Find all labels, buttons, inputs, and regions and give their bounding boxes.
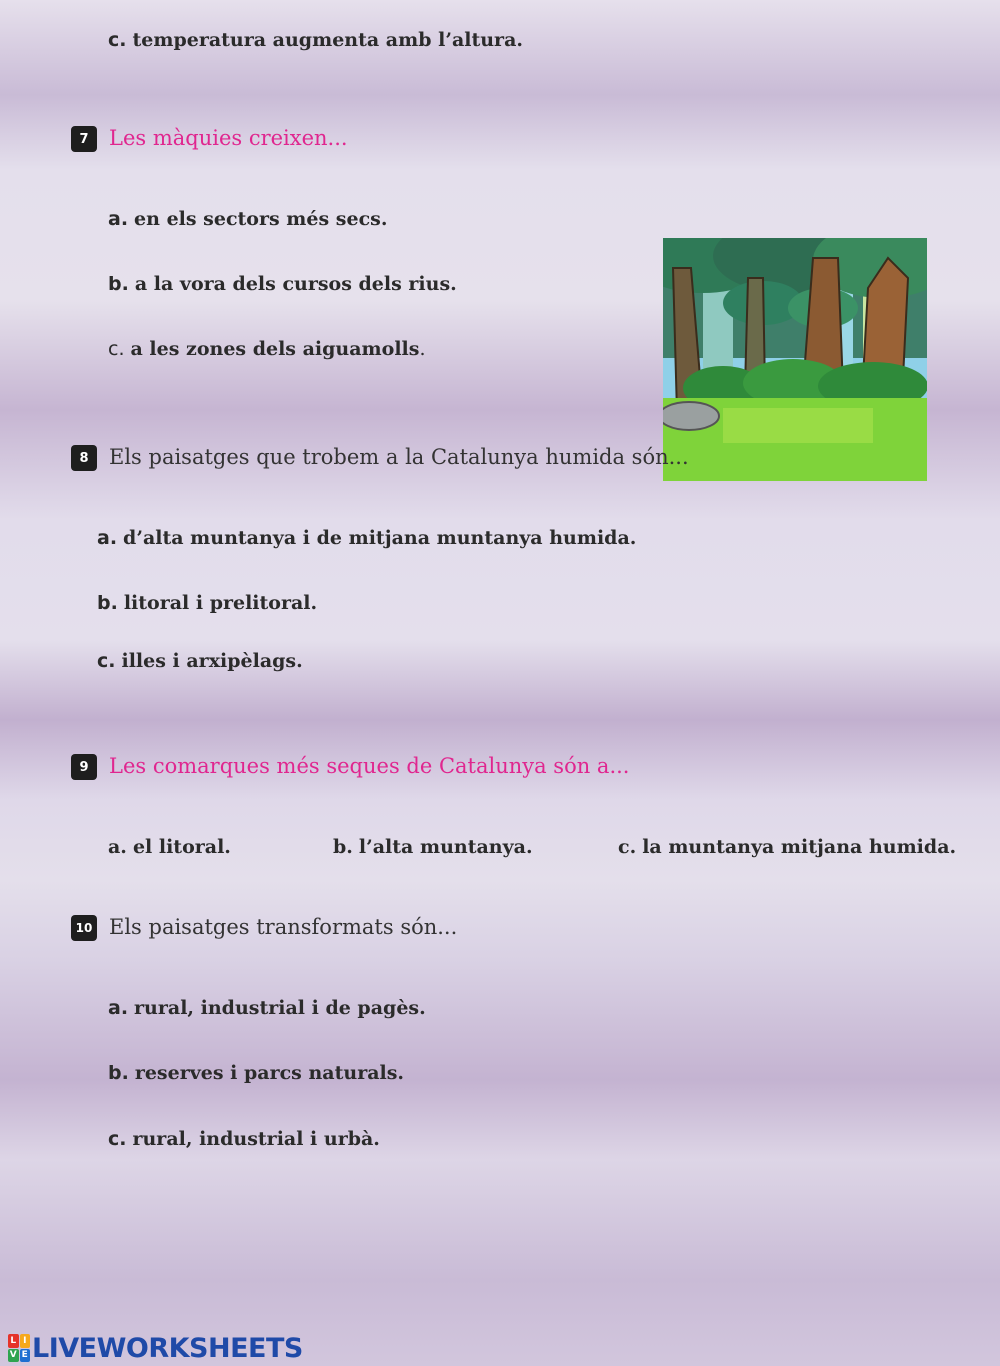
logo-text: LIVEWORKSHEETS — [32, 1332, 303, 1364]
forest-illustration-icon — [663, 238, 927, 481]
q10-option-a[interactable]: a. rural, industrial i de pagès. — [108, 997, 426, 1019]
q9-option-c[interactable]: c. la muntanya mitjana humida. — [618, 836, 957, 858]
liveworksheets-logo[interactable] — [8, 1332, 303, 1364]
q10-option-c[interactable]: c. rural, industrial i urbà. — [108, 1128, 380, 1150]
question-8-text: Els paisatges que trobem a la Catalunya humida són... — [109, 445, 689, 469]
question-number-9: 9 — [71, 754, 97, 780]
question-number-10: 10 — [71, 915, 97, 941]
q9-option-b[interactable]: b. l’alta muntanya. — [333, 836, 533, 858]
question-7-text: Les màquies creixen... — [109, 126, 348, 150]
q7-option-b[interactable]: b. a la vora dels cursos dels rius. — [108, 273, 457, 295]
question-10-text: Els paisatges transformats són... — [109, 915, 458, 939]
q10-option-b[interactable]: b. reserves i parcs naturals. — [108, 1062, 405, 1084]
q8-option-b[interactable]: b. litoral i prelitoral. — [97, 592, 318, 614]
q8-option-a[interactable]: a. d’alta muntanya i de mitjana muntanya humida. — [97, 527, 637, 549]
question-number-7: 7 — [71, 126, 97, 152]
q7-option-c[interactable]: c. a les zones dels aiguamolls. — [108, 338, 426, 360]
question-9-text: Les comarques més seques de Catalunya són a... — [109, 754, 630, 778]
q6-option-c[interactable]: c. temperatura augmenta amb l’altura. — [108, 29, 523, 51]
q7-option-a[interactable]: a. en els sectors més secs. — [108, 208, 388, 230]
question-number-8: 8 — [71, 445, 97, 471]
live-logo-icon: L I V E — [8, 1334, 30, 1362]
q9-option-a[interactable]: a. el litoral. — [108, 836, 231, 858]
q8-option-c[interactable]: c. illes i arxipèlags. — [97, 650, 303, 672]
